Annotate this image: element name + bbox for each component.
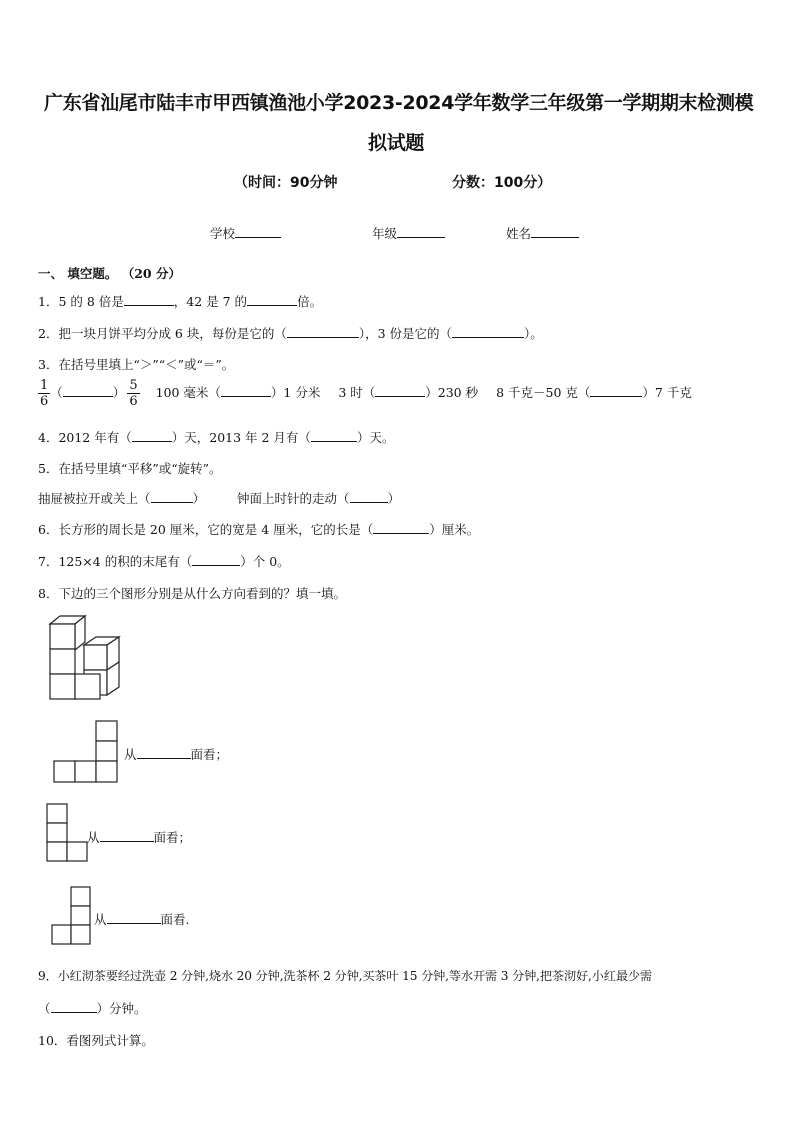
q4-text-a: 4．2012 年有（ (38, 430, 132, 445)
q3-i4-a: 8 千克－50 克（ (496, 385, 591, 400)
title-line-2: 拟试题 (368, 132, 425, 154)
q3-i2-a: 100 毫米（ (155, 385, 221, 400)
q5-a-close: ） (192, 491, 206, 506)
view3-blank[interactable] (107, 911, 161, 924)
view1-cell (75, 761, 96, 782)
q3-i3-a: 3 时（ (338, 385, 376, 400)
q2-text-c: ）。 (524, 326, 543, 341)
q4-blank-1[interactable] (132, 429, 172, 442)
q2-blank-1[interactable] (287, 325, 359, 338)
view3-cell (52, 925, 71, 944)
q1-blank-1[interactable] (124, 293, 174, 306)
q2-text-a: 2．把一块月饼平均分成 6 块，每份是它的（ (38, 326, 287, 341)
name-field (506, 224, 579, 242)
q4-text-b: ）天，2013 年 2 月有（ (171, 430, 311, 445)
q7-blank[interactable] (192, 553, 240, 566)
q3-blank-4[interactable] (590, 384, 642, 397)
q5-blank-2[interactable] (350, 490, 388, 503)
question-5-items (38, 489, 400, 507)
cube-front-left-bottom (50, 674, 75, 699)
school-blank[interactable] (235, 225, 281, 238)
q4-text-c: ）天。 (356, 430, 395, 445)
view2-cell (67, 842, 87, 861)
view1-cell (96, 741, 117, 761)
view-1-answer (124, 745, 228, 763)
q6-text-b: ）厘米。 (429, 522, 480, 537)
cube-front-left-top (50, 624, 75, 649)
view2-blank[interactable] (100, 829, 154, 842)
q2-blank-2[interactable] (452, 325, 524, 338)
q5-b-text: 钟面上时针的走动（ (237, 491, 350, 506)
q5-b-close: ） (387, 491, 401, 506)
view1-from: 从 (124, 747, 137, 762)
q3-blank-3[interactable] (375, 384, 425, 397)
q6-text-a: 6．长方形的周长是 20 厘米，它的宽是 4 厘米，它的长是（ (38, 522, 374, 537)
q1-blank-2[interactable] (247, 293, 297, 306)
question-7 (38, 552, 290, 570)
q6-blank[interactable] (373, 521, 429, 534)
question-6 (38, 520, 479, 538)
grade-blank[interactable] (397, 225, 445, 238)
q4-blank-2[interactable] (311, 429, 357, 442)
question-3-stem: 3．在括号里填上“＞”“＜”或“＝”。 (38, 357, 235, 372)
q7-text-b: ）个 0。 (240, 554, 290, 569)
view2-side: 面看； (153, 830, 192, 845)
q1-text-b: ，42 是 7 的 (173, 294, 248, 309)
view2-from: 从 (87, 830, 100, 845)
q3-i3-b: ）230 秒 (425, 385, 479, 400)
view1-cell (96, 721, 117, 741)
cube-front-middle-bottom (75, 674, 100, 699)
q3-i2-b: ）1 分米 (270, 385, 321, 400)
view1-side: 面看； (190, 747, 229, 762)
view-2-answer (87, 828, 191, 846)
section-1-title: 一、 填空题。 （20 分） (38, 266, 181, 281)
question-8-stem: 8．下边的三个图形分别是从什么方向看到的？填一填。 (38, 586, 346, 601)
question-9-line-2 (38, 999, 147, 1017)
view2-cell (47, 842, 67, 861)
q2-text-b: ），3 份是它的（ (358, 326, 453, 341)
grade-field (372, 224, 445, 242)
cube-front-right-top (84, 645, 107, 670)
view3-from: 从 (94, 912, 107, 927)
view3-cell (71, 887, 90, 906)
q3-i4-b: ）7 千克 (642, 385, 692, 400)
q3-i1-close: ） (112, 385, 126, 400)
q9-blank[interactable] (51, 1000, 97, 1013)
q5-blank-1[interactable] (151, 490, 193, 503)
q7-text-a: 7．125×4 的积的末尾有（ (38, 554, 193, 569)
question-1 (38, 292, 322, 310)
question-9-line-1: 9．小红沏茶要经过洗壶 2 分钟,烧水 20 分钟,洗茶杯 2 分钟,买茶叶 15 分钟,等水开需 3 分钟,把茶沏好,小红最少需 (38, 969, 652, 983)
view3-cell (71, 906, 90, 925)
name-blank[interactable] (531, 225, 579, 238)
title-line-1: 广东省汕尾市陆丰市甲西镇渔池小学2023-2024学年数学三年级第一学期期末检测模 (44, 92, 754, 114)
q9-open: （ (38, 1001, 51, 1016)
question-2 (38, 324, 543, 342)
view2-cell (47, 804, 67, 823)
view2-cell (47, 823, 67, 842)
grade-label: 年级 (372, 226, 398, 241)
view-3-answer (94, 910, 190, 928)
view-2-figure (45, 803, 91, 865)
exam-time: （时间：90分钟 (234, 175, 338, 191)
view-1-figure (52, 720, 120, 784)
fraction-one-sixth: $\frac{1}{6}$ (40, 378, 49, 409)
view1-cell (54, 761, 75, 782)
q3-blank-2[interactable] (221, 384, 271, 397)
q1-text-c: 倍。 (297, 294, 323, 309)
cube-stack-figure (46, 612, 126, 702)
exam-score: 分数：100分） (452, 175, 552, 191)
school-field (210, 224, 281, 242)
view3-cell (71, 925, 90, 944)
view1-blank[interactable] (137, 746, 191, 759)
name-label: 姓名 (506, 226, 532, 241)
q3-i1-open: （ (50, 385, 63, 400)
question-3-items (38, 378, 692, 409)
q1-text-a: 1．5 的 8 倍是 (38, 294, 124, 309)
cube-front-left-mid (50, 649, 75, 674)
question-10-stem: 10．看图列式计算。 (38, 1033, 154, 1048)
view3-side: 面看. (160, 912, 190, 927)
q3-blank-1[interactable] (63, 384, 113, 397)
q9-text-b: ）分钟。 (96, 1001, 147, 1016)
view-3-figure (50, 886, 94, 948)
school-label: 学校 (210, 226, 236, 241)
view1-cell (96, 761, 117, 782)
q5-a-text: 抽屉被拉开或关上（ (38, 491, 151, 506)
question-4 (38, 428, 394, 446)
fraction-five-sixths: $\frac{5}{6}$ (129, 378, 138, 409)
question-5-stem: 5．在括号里填“平移”或“旋转”。 (38, 461, 222, 476)
